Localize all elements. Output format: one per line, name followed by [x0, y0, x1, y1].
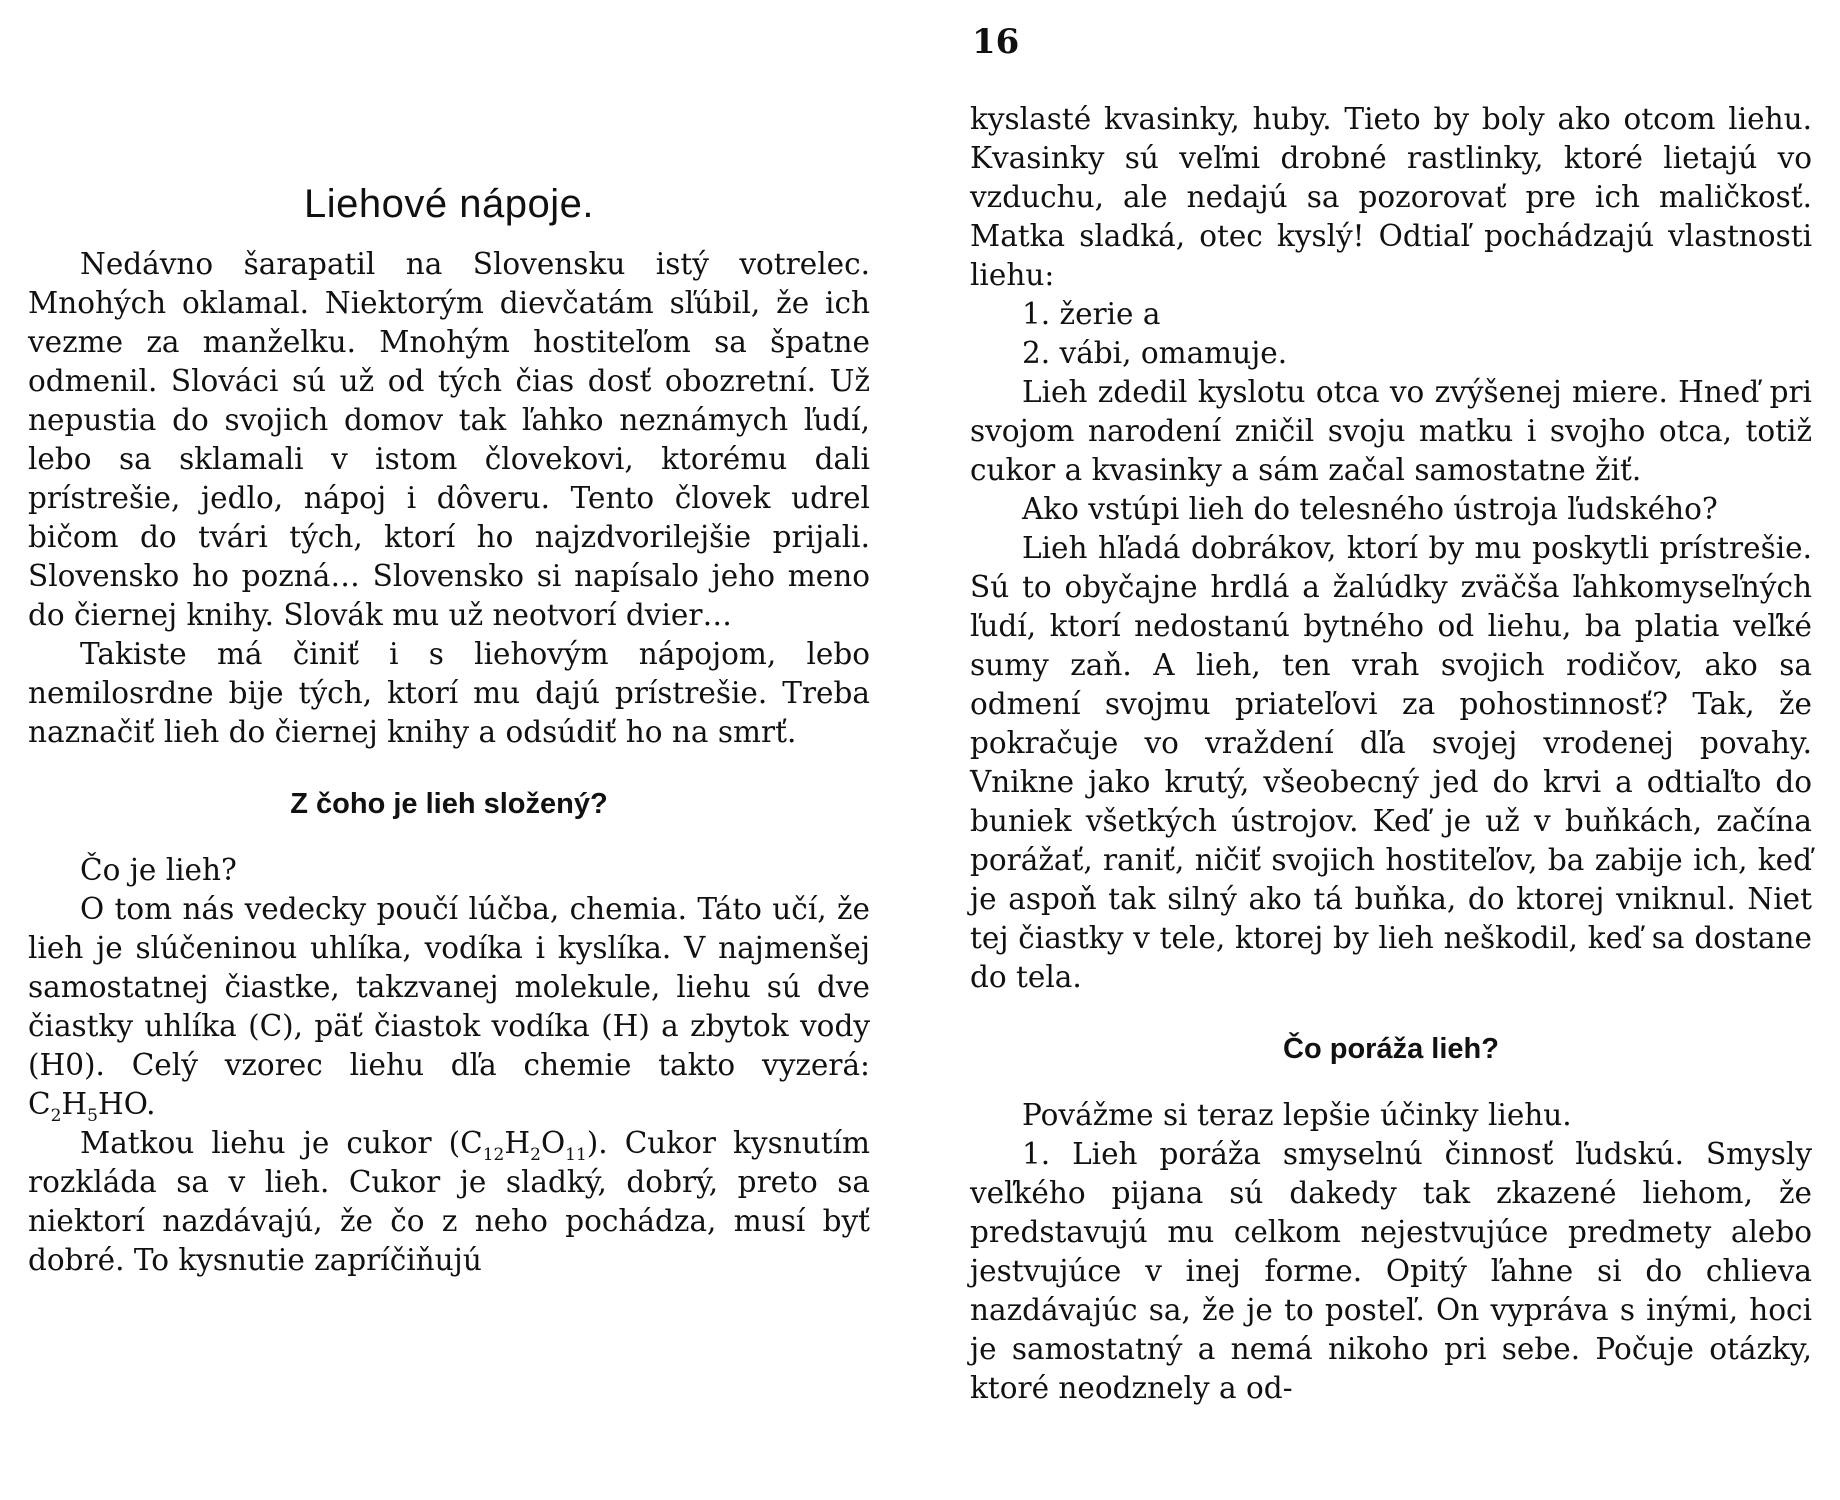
paragraph-text: O tom nás vedecky poučí lúčba, chemia. Táto učí, že lieh je slúčeninou uhlíka, vodíka i kyslíka. V najmenšej samostatnej čiastke, takzvanej molekule, liehu sú dve čiastky uhlíka (C), päť čiastok vodíka (H) a zbytok vody (H0). Celý vzorec liehu dľa chemie takto vyzerá:	[28, 892, 870, 1082]
paragraph: Povážme si teraz lepšie účinky liehu.	[1022, 1098, 1572, 1132]
page-number: 16	[972, 22, 1020, 62]
paragraph-with-formula	[28, 1124, 870, 1280]
list-item: 1. žerie a	[1022, 297, 1161, 331]
formula-symbol: HO.	[97, 1087, 156, 1121]
formula-subscript: 5	[87, 1105, 98, 1126]
paragraph: Lieh zdedil kyslotu otca vo zvýšenej miere. Hneď pri svojom narodení zničil svoju matku i svojho otca, totiž cukor a kvasinky a sám začal samostatne žiť.	[970, 375, 1812, 487]
paragraph-text: Matkou liehu je cukor (	[80, 1126, 461, 1160]
right-page-body	[970, 100, 1812, 1408]
formula-symbol: H	[504, 1126, 531, 1160]
formula-symbol: C	[28, 1087, 51, 1121]
formula-subscript: 12	[482, 1144, 505, 1165]
left-page-body	[28, 245, 870, 1280]
formula-symbol: C	[460, 1126, 483, 1160]
paragraph: Ako vstúpi lieh do telesného ústroja ľudského?	[1022, 492, 1718, 526]
paragraph: Čo je lieh?	[80, 853, 237, 887]
paragraph-text: ). Cukor kysnutím rozkláda sa v lieh. Cukor je sladký, dobrý, preto sa niektorí nazdávajú, že čo z neho pochádza, musí byť dobré. To kysnutie zapríčiňujú	[28, 1126, 870, 1277]
section-heading: Z čoho je lieh složený?	[290, 788, 608, 820]
paragraph: Nedávno šarapatil na Slovensku istý votrelec. Mnohých oklamal. Niektorým dievčatám sľúbil, že ich vezme za manželku. Mnohým hostiteľom sa špatne odmenil. Slováci sú už od tých čias dosť obozretní. Už nepustia do svojich domov tak ľahko neznámych ľudí, lebo sa sklamali v istom človekovi, ktorému dali prístrešie, jedlo, nápoj i dôveru. Tento človek udrel bičom do tvári tých, ktorí ho najzdvorilejšie prijali. Slovensko ho pozná… Slovensko si napísalo jeho meno do čiernej knihy. Slovák mu už neotvorí dvier…	[28, 247, 870, 632]
paragraph: kyslasté kvasinky, huby. Tieto by boly ako otcom liehu. Kvasinky sú veľmi drobné rastlinky, ktoré lietajú vo vzduchu, ale nedajú sa pozorovať pre ich maličkosť. Matka sladká, otec kyslý! Odtiaľ pochádzajú vlastnosti liehu:	[970, 102, 1812, 292]
formula-subscript: 2	[50, 1105, 62, 1126]
paragraph-with-formula	[28, 890, 870, 1124]
formula-subscript: 11	[565, 1144, 587, 1165]
paragraph: Lieh hľadá dobrákov, ktorí by mu poskytli prístrešie. Sú to obyčajne hrdlá a žalúdky zväčša ľahkomyseľných ľudí, ktorí nedostanú bytného od liehu, ba platia veľké sumy zaň. A lieh, ten vrah svojich rodičov, ako sa odmení svojmu priateľovi za pohostinnosť? Tak, že pokračuje vo vraždení dľa svojej vrodenej povahy. Vnikne jako krutý, všeobecný jed do krvi a odtiaľto do buniek všetkých ústrojov. Keď je už v buňkách, začína porážať, raniť, ničiť svojich hostiteľov, ba zabije ich, keď je aspoň tak silný ako tá buňka, do ktorej vniknul. Niet tej čiastky v tele, ktorej by lieh neškodil, keď sa dostane do tela.	[970, 531, 1812, 994]
list-item: 2. vábi, omamuje.	[1022, 336, 1288, 370]
formula-symbol: H	[61, 1087, 88, 1121]
formula-liehu	[28, 1087, 156, 1126]
formula-symbol: O	[540, 1126, 566, 1160]
chapter-title: Liehové nápoje.	[304, 182, 594, 226]
formula-subscript: 2	[530, 1144, 541, 1165]
paragraph: 1. Lieh poráža smyselnú činnosť ľudskú. Smysly veľkého pijana sú dakedy tak zkazené liehom, že predstavujú mu celkom nejestvujúce predmety alebo jestvujúce v inej forme. Opitý ľahne si do chlieva nazdávajúc sa, že je to posteľ. On vypráva s inými, hoci je samostatný a nemá nikoho pri sebe. Počuje otázky, ktoré neodznely a od-	[970, 1137, 1812, 1405]
left-page	[28, 0, 870, 1280]
paragraph: Takiste má činiť i s liehovým nápojom, lebo nemilosrdne bije tých, ktorí mu dajú prístrešie. Treba naznačiť lieh do čiernej knihy a odsúdiť ho na smrť.	[28, 637, 870, 749]
section-heading: Čo poráža lieh?	[1283, 1033, 1499, 1065]
formula-cukru	[460, 1126, 587, 1165]
